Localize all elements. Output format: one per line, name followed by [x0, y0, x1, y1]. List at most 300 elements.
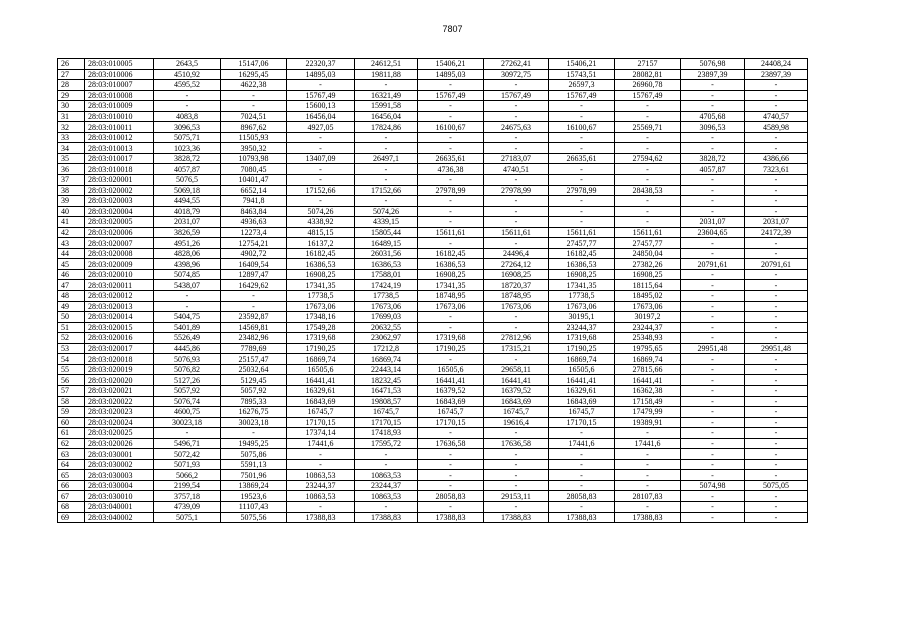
value-cell: 16379,52: [484, 385, 549, 396]
value-cell: 16471,53: [355, 385, 418, 396]
value-cell: -: [745, 470, 808, 481]
value-cell: 23604,65: [681, 227, 745, 238]
value-cell: -: [681, 90, 745, 101]
cadastral-number-cell: 28:03:020020: [85, 375, 154, 386]
value-cell: -: [418, 428, 484, 439]
value-cell: 24408,24: [745, 59, 808, 70]
value-cell: -: [355, 143, 418, 154]
value-cell: 19616,4: [484, 417, 549, 428]
cadastral-number-cell: 28:03:010006: [85, 69, 154, 80]
value-cell: 16182,45: [287, 248, 355, 259]
value-cell: 17170,15: [287, 417, 355, 428]
value-cell: 19495,25: [221, 438, 287, 449]
value-cell: -: [484, 470, 549, 481]
cadastral-number-cell: 28:03:020014: [85, 312, 154, 323]
value-cell: 27457,77: [615, 238, 681, 249]
table-row: [58, 385, 808, 396]
value-cell: 17319,68: [418, 333, 484, 344]
value-cell: 7895,33: [221, 396, 287, 407]
row-number-cell: 65: [58, 470, 85, 481]
row-number-cell: 62: [58, 438, 85, 449]
value-cell: 10863,53: [355, 470, 418, 481]
value-cell: -: [681, 248, 745, 259]
value-cell: -: [681, 101, 745, 112]
value-cell: 17170,15: [355, 417, 418, 428]
cadastral-number-cell: 28:03:040002: [85, 512, 154, 523]
table-row: [58, 153, 808, 164]
row-number-cell: 61: [58, 428, 85, 439]
cadastral-number-cell: 28:03:010010: [85, 111, 154, 122]
row-number-cell: 46: [58, 269, 85, 280]
value-cell: -: [484, 354, 549, 365]
value-cell: 17388,83: [355, 512, 418, 523]
value-cell: -: [484, 111, 549, 122]
value-cell: -: [681, 512, 745, 523]
value-cell: -: [615, 175, 681, 186]
value-cell: -: [154, 291, 221, 302]
cadastral-number-cell: 28:03:030002: [85, 459, 154, 470]
value-cell: 15611,61: [615, 227, 681, 238]
value-cell: 16843,69: [287, 396, 355, 407]
value-cell: -: [484, 132, 549, 143]
value-cell: 17388,83: [549, 512, 615, 523]
value-cell: -: [745, 364, 808, 375]
value-cell: -: [745, 491, 808, 502]
table-row: [58, 449, 808, 460]
value-cell: -: [287, 80, 355, 91]
table-row: [58, 417, 808, 428]
value-cell: 27264,12: [484, 259, 549, 270]
value-cell: 5076,82: [154, 364, 221, 375]
value-cell: 5057,92: [154, 385, 221, 396]
table-row: [58, 333, 808, 344]
value-cell: 12273,4: [221, 227, 287, 238]
row-number-cell: 33: [58, 132, 85, 143]
value-cell: 19523,6: [221, 491, 287, 502]
value-cell: 16409,54: [221, 259, 287, 270]
value-cell: 15611,61: [418, 227, 484, 238]
value-cell: 5075,86: [221, 449, 287, 460]
value-cell: -: [615, 132, 681, 143]
value-cell: 5591,13: [221, 459, 287, 470]
value-cell: -: [418, 196, 484, 207]
value-cell: 3096,53: [681, 122, 745, 133]
value-cell: 19389,91: [615, 417, 681, 428]
value-cell: -: [549, 111, 615, 122]
value-cell: 25348,93: [615, 333, 681, 344]
value-cell: 17341,35: [418, 280, 484, 291]
row-number-cell: 27: [58, 69, 85, 80]
value-cell: 17738,5: [355, 291, 418, 302]
value-cell: -: [418, 217, 484, 228]
row-number-cell: 26: [58, 59, 85, 70]
value-cell: -: [745, 80, 808, 91]
value-cell: 29153,11: [484, 491, 549, 502]
value-cell: 1023,36: [154, 143, 221, 154]
value-cell: 16745,7: [418, 407, 484, 418]
value-cell: 17824,86: [355, 122, 418, 133]
value-cell: 30972,75: [484, 69, 549, 80]
value-cell: 16362,38: [615, 385, 681, 396]
value-cell: 15767,49: [484, 90, 549, 101]
value-cell: -: [418, 238, 484, 249]
value-cell: -: [681, 491, 745, 502]
value-cell: -: [154, 90, 221, 101]
value-cell: 2643,5: [154, 59, 221, 70]
value-cell: 3826,59: [154, 227, 221, 238]
value-cell: 4339,15: [355, 217, 418, 228]
cadastral-number-cell: 28:03:020006: [85, 227, 154, 238]
value-cell: -: [615, 470, 681, 481]
cadastral-number-cell: 28:03:020005: [85, 217, 154, 228]
value-cell: 7024,51: [221, 111, 287, 122]
table-row: [58, 269, 808, 280]
value-cell: -: [745, 354, 808, 365]
value-cell: -: [745, 333, 808, 344]
value-cell: 3828,72: [681, 153, 745, 164]
value-cell: 5066,2: [154, 470, 221, 481]
value-cell: -: [154, 101, 221, 112]
value-cell: 23897,39: [745, 69, 808, 80]
value-cell: 5076,93: [154, 354, 221, 365]
value-cell: 25032,64: [221, 364, 287, 375]
row-number-cell: 29: [58, 90, 85, 101]
value-cell: 17441,6: [549, 438, 615, 449]
value-cell: 4740,57: [745, 111, 808, 122]
value-cell: -: [355, 175, 418, 186]
value-cell: -: [681, 301, 745, 312]
value-cell: 30197,2: [615, 312, 681, 323]
value-cell: 17388,83: [287, 512, 355, 523]
table-row: [58, 90, 808, 101]
row-number-cell: 41: [58, 217, 85, 228]
value-cell: 7080,45: [221, 164, 287, 175]
table-row: [58, 164, 808, 175]
value-cell: 23482,96: [221, 333, 287, 344]
value-cell: 26635,61: [549, 153, 615, 164]
value-cell: 17673,06: [549, 301, 615, 312]
value-cell: 16441,41: [418, 375, 484, 386]
value-cell: -: [615, 480, 681, 491]
value-cell: 16386,53: [549, 259, 615, 270]
value-cell: 16386,53: [355, 259, 418, 270]
value-cell: 23897,39: [681, 69, 745, 80]
value-cell: 16456,04: [355, 111, 418, 122]
value-cell: 15611,61: [484, 227, 549, 238]
value-cell: -: [549, 132, 615, 143]
table-row: [58, 259, 808, 270]
table-row: [58, 143, 808, 154]
value-cell: 27457,77: [549, 238, 615, 249]
value-cell: 17595,72: [355, 438, 418, 449]
value-cell: -: [681, 143, 745, 154]
value-cell: -: [745, 322, 808, 333]
value-cell: -: [549, 459, 615, 470]
value-cell: 27978,99: [418, 185, 484, 196]
value-cell: -: [681, 428, 745, 439]
value-cell: -: [745, 301, 808, 312]
value-cell: -: [418, 322, 484, 333]
value-cell: -: [484, 143, 549, 154]
value-cell: 16869,74: [615, 354, 681, 365]
row-number-cell: 35: [58, 153, 85, 164]
value-cell: 5076,98: [681, 59, 745, 70]
value-cell: 17699,03: [355, 312, 418, 323]
value-cell: 27157: [615, 59, 681, 70]
value-cell: 4018,79: [154, 206, 221, 217]
value-cell: -: [681, 501, 745, 512]
value-cell: -: [287, 501, 355, 512]
value-cell: -: [681, 459, 745, 470]
value-cell: -: [355, 132, 418, 143]
value-cell: 17673,06: [355, 301, 418, 312]
value-cell: -: [681, 322, 745, 333]
value-cell: 16505,6: [287, 364, 355, 375]
value-cell: 17315,21: [484, 343, 549, 354]
value-cell: 28107,83: [615, 491, 681, 502]
value-cell: 27262,41: [484, 59, 549, 70]
value-cell: -: [418, 132, 484, 143]
value-cell: -: [681, 385, 745, 396]
value-cell: -: [745, 438, 808, 449]
value-cell: 29658,11: [484, 364, 549, 375]
value-cell: 14569,81: [221, 322, 287, 333]
table-row: [58, 196, 808, 207]
cadastral-number-cell: 28:03:020021: [85, 385, 154, 396]
value-cell: -: [287, 164, 355, 175]
value-cell: -: [681, 364, 745, 375]
value-cell: 4595,52: [154, 80, 221, 91]
value-cell: 27815,66: [615, 364, 681, 375]
value-cell: -: [681, 132, 745, 143]
value-cell: -: [549, 470, 615, 481]
value-cell: -: [418, 206, 484, 217]
value-cell: 26497,1: [355, 153, 418, 164]
value-cell: -: [287, 196, 355, 207]
value-cell: 12897,47: [221, 269, 287, 280]
value-cell: 30023,18: [154, 417, 221, 428]
value-cell: 19811,88: [355, 69, 418, 80]
table-row: [58, 206, 808, 217]
table-row: [58, 248, 808, 259]
value-cell: 4736,38: [418, 164, 484, 175]
value-cell: 16456,04: [287, 111, 355, 122]
value-cell: 13407,09: [287, 153, 355, 164]
value-cell: -: [615, 111, 681, 122]
value-cell: 16908,25: [549, 269, 615, 280]
value-cell: -: [154, 428, 221, 439]
value-cell: 5075,56: [221, 512, 287, 523]
value-cell: -: [681, 375, 745, 386]
value-cell: -: [745, 185, 808, 196]
value-cell: 17190,25: [418, 343, 484, 354]
value-cell: 16843,69: [418, 396, 484, 407]
value-cell: 8967,62: [221, 122, 287, 133]
value-cell: 16745,7: [287, 407, 355, 418]
value-cell: 24612,51: [355, 59, 418, 70]
cadastral-number-cell: 28:03:010017: [85, 153, 154, 164]
table-row: [58, 459, 808, 470]
value-cell: 16100,67: [418, 122, 484, 133]
value-cell: -: [484, 101, 549, 112]
value-cell: 17341,35: [549, 280, 615, 291]
value-cell: 23062,97: [355, 333, 418, 344]
table-row: [58, 69, 808, 80]
value-cell: 17441,6: [287, 438, 355, 449]
value-cell: 26960,78: [615, 80, 681, 91]
cadastral-number-cell: 28:03:020013: [85, 301, 154, 312]
value-cell: -: [681, 396, 745, 407]
cadastral-number-cell: 28:03:020011: [85, 280, 154, 291]
value-cell: -: [681, 238, 745, 249]
value-cell: 20791,61: [681, 259, 745, 270]
value-cell: -: [287, 459, 355, 470]
value-cell: 15406,21: [549, 59, 615, 70]
value-cell: -: [615, 164, 681, 175]
value-cell: 16295,45: [221, 69, 287, 80]
cadastral-number-cell: 28:03:010009: [85, 101, 154, 112]
table-row: [58, 354, 808, 365]
value-cell: -: [221, 291, 287, 302]
value-cell: 30023,18: [221, 417, 287, 428]
value-cell: 10793,98: [221, 153, 287, 164]
value-cell: 17636,58: [418, 438, 484, 449]
value-cell: 17170,15: [549, 417, 615, 428]
value-cell: -: [745, 238, 808, 249]
value-cell: 17738,5: [287, 291, 355, 302]
row-number-cell: 32: [58, 122, 85, 133]
value-cell: -: [615, 143, 681, 154]
value-cell: 27183,07: [484, 153, 549, 164]
value-cell: -: [418, 354, 484, 365]
value-cell: 5072,42: [154, 449, 221, 460]
table-row: [58, 470, 808, 481]
row-number-cell: 60: [58, 417, 85, 428]
value-cell: 4083,8: [154, 111, 221, 122]
value-cell: 13869,24: [221, 480, 287, 491]
cadastral-number-cell: 28:03:020019: [85, 364, 154, 375]
value-cell: 17479,99: [615, 407, 681, 418]
value-cell: -: [745, 196, 808, 207]
value-cell: 17319,68: [287, 333, 355, 344]
value-cell: 27978,99: [484, 185, 549, 196]
table-row: [58, 343, 808, 354]
value-cell: 4057,87: [154, 164, 221, 175]
value-cell: 17588,01: [355, 269, 418, 280]
value-cell: 10401,47: [221, 175, 287, 186]
value-cell: -: [549, 175, 615, 186]
value-cell: 3757,18: [154, 491, 221, 502]
value-cell: 16386,53: [418, 259, 484, 270]
value-cell: 15611,61: [549, 227, 615, 238]
table-row: [58, 217, 808, 228]
value-cell: 17441,6: [615, 438, 681, 449]
row-number-cell: 58: [58, 396, 85, 407]
value-cell: 30195,1: [549, 312, 615, 323]
table-row: [58, 491, 808, 502]
cadastral-number-cell: 28:03:020024: [85, 417, 154, 428]
value-cell: 16908,25: [418, 269, 484, 280]
table-row: [58, 312, 808, 323]
value-cell: -: [355, 459, 418, 470]
value-cell: -: [484, 449, 549, 460]
value-cell: -: [418, 312, 484, 323]
row-number-cell: 47: [58, 280, 85, 291]
value-cell: -: [745, 385, 808, 396]
row-number-cell: 42: [58, 227, 85, 238]
cadastral-number-cell: 28:03:030010: [85, 491, 154, 502]
row-number-cell: 69: [58, 512, 85, 523]
value-cell: 16137,2: [287, 238, 355, 249]
value-cell: -: [681, 354, 745, 365]
value-cell: -: [549, 143, 615, 154]
value-cell: 4600,75: [154, 407, 221, 418]
value-cell: 4927,05: [287, 122, 355, 133]
value-cell: 17190,25: [287, 343, 355, 354]
value-cell: 17152,66: [287, 185, 355, 196]
value-cell: 17348,16: [287, 312, 355, 323]
value-cell: -: [418, 501, 484, 512]
value-cell: 16745,7: [484, 407, 549, 418]
value-cell: -: [484, 312, 549, 323]
value-cell: -: [745, 291, 808, 302]
value-cell: 11505,93: [221, 132, 287, 143]
table-row: [58, 59, 808, 70]
row-number-cell: 39: [58, 196, 85, 207]
value-cell: 27382,26: [615, 259, 681, 270]
value-cell: 5127,26: [154, 375, 221, 386]
row-number-cell: 48: [58, 291, 85, 302]
value-cell: -: [549, 217, 615, 228]
value-cell: -: [221, 101, 287, 112]
value-cell: 5074,26: [355, 206, 418, 217]
cadastral-number-cell: 28:03:020010: [85, 269, 154, 280]
value-cell: 4622,38: [221, 80, 287, 91]
value-cell: -: [745, 248, 808, 259]
value-cell: 20632,55: [355, 322, 418, 333]
value-cell: 3950,32: [221, 143, 287, 154]
value-cell: 5074,26: [287, 206, 355, 217]
cadastral-number-cell: 28:03:020007: [85, 238, 154, 249]
value-cell: 2031,07: [681, 217, 745, 228]
value-cell: 5076,5: [154, 175, 221, 186]
value-cell: -: [681, 269, 745, 280]
row-number-cell: 67: [58, 491, 85, 502]
value-cell: 19808,57: [355, 396, 418, 407]
value-cell: -: [681, 333, 745, 344]
value-cell: 3096,53: [154, 122, 221, 133]
value-cell: -: [287, 132, 355, 143]
value-cell: -: [745, 501, 808, 512]
value-cell: 24675,63: [484, 122, 549, 133]
row-number-cell: 34: [58, 143, 85, 154]
value-cell: -: [549, 428, 615, 439]
value-cell: -: [287, 449, 355, 460]
value-cell: 16843,69: [549, 396, 615, 407]
value-cell: 14895,03: [287, 69, 355, 80]
value-cell: -: [418, 480, 484, 491]
value-cell: -: [484, 428, 549, 439]
value-cell: 2031,07: [154, 217, 221, 228]
value-cell: 15147,06: [221, 59, 287, 70]
value-cell: 5074,85: [154, 269, 221, 280]
value-cell: 17738,5: [549, 291, 615, 302]
row-number-cell: 59: [58, 407, 85, 418]
value-cell: -: [418, 111, 484, 122]
value-cell: -: [745, 143, 808, 154]
value-cell: 18232,45: [355, 375, 418, 386]
cadastral-number-cell: 28:03:020025: [85, 428, 154, 439]
